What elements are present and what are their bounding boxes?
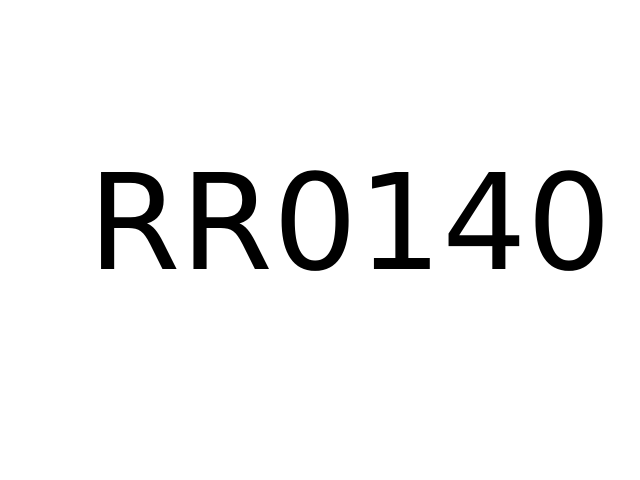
code-label: RR0140 xyxy=(88,147,612,301)
